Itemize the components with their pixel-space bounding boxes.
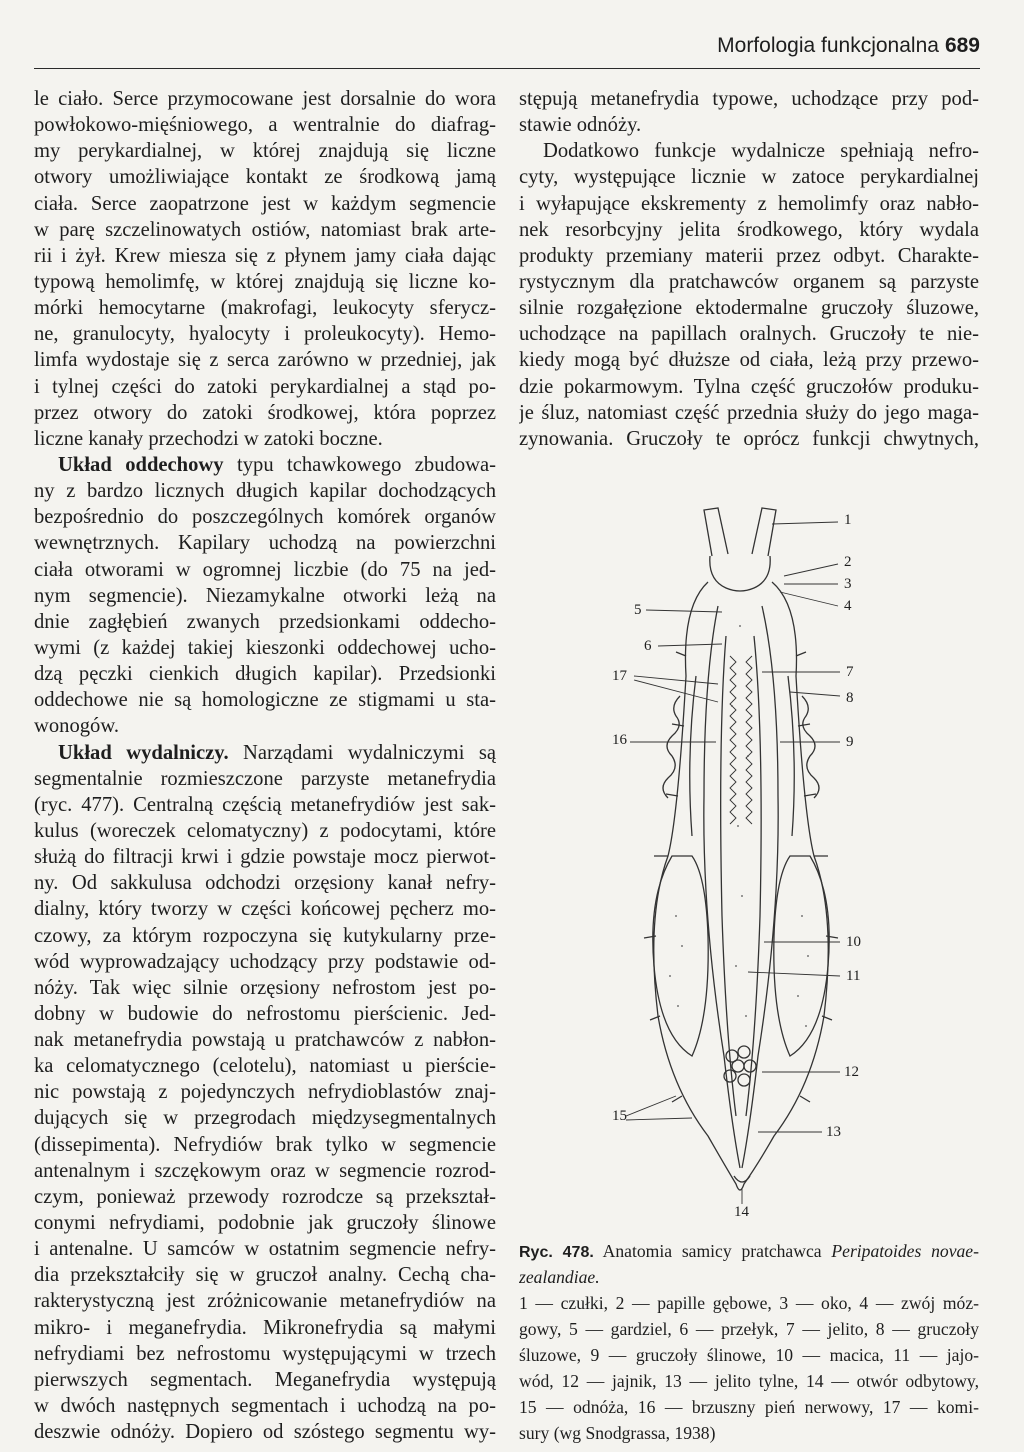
caption-title-line [519,1238,979,1264]
text-line: ciała. Serce zaopatrzone jest w każdym segmencie [34,192,496,215]
figure-label: 11 [846,968,861,984]
text-line: typową hemolimfę, w której znajdują się liczne ko- [34,270,496,293]
text-line: segmentalnie rozmieszczone parzyste metanefrydia [34,767,496,790]
text-line: (ryc. 477). Centralną częścią metanefrydiów jest sak- [34,793,496,816]
text-line: nic powstają z pojedynczych nefrydioblastów znaj- [34,1081,496,1104]
text-line: stawie odnóży. [519,114,642,137]
section-title: Morfologia funkcjonalna [717,34,939,57]
caption-label: Ryc. 478. [519,1244,594,1261]
text-line-rest: typu tchawkowego zbudowa- [237,453,496,476]
text-line: wymi (z każdej takiej kieszonki oddechowej ucho- [34,636,496,659]
figure-label: 1 [844,512,852,528]
text-line: je śluz, natomiast część przednia służy do jego maga- [519,401,979,424]
heading-respiratory: Układ oddechowy [58,453,224,476]
anatomy-figure [612,496,892,1226]
right-column [519,86,979,452]
text-line [34,452,496,478]
text-line: nek resorbcyjny jelita środkowego, który wydala [519,218,979,241]
text-line: powłokowo-mięśniowego, a wentralnie do diafrag- [34,114,496,137]
text-line: nefrydiami bez nefrostomu występującymi w trzech [34,1342,496,1365]
running-header [680,34,980,58]
figure-label: 10 [846,934,861,950]
text-line: nóży. Tak więc silnie orzęsiony nefrostom jest po- [34,976,496,999]
figure-label: 17 [612,668,627,684]
text-line: ne, granulocyty, hyalocyty i proleukocyty). Hemo- [34,323,496,346]
text-line: i antenalne. U samców w ostatnim segmencie nefry- [34,1238,496,1261]
page-number: 689 [944,34,980,57]
text-line: deszwie odnóży. Dopiero od szóstego segmentu wy- [34,1421,496,1444]
text-line: mórki hemocytarne (makrofagi, leukocyty sferycz- [34,297,496,320]
text-line: zynowania. Gruczoły te oprócz funkcji chwytnych, [519,427,979,450]
text-line: służą do filtracji krwi i gdzie powstaje mocz pierwot- [34,846,496,869]
caption-species-end: zealandiae. [519,1267,600,1287]
text-line: przez otwory do zatoki środkowej, która poprzez [34,401,496,424]
figure-label: 6 [644,638,652,654]
text-line: kiedy mogą być dłuższe od ciała, leżą przy przewo- [519,349,979,372]
text-line-rest: Narządami wydalniczymi są [243,741,496,764]
left-column [34,86,496,1445]
figure-label: 3 [844,576,852,592]
text-line: wewnętrznych. Kapilary uchodzą na powierzchni [34,532,496,555]
text-line: w dwóch następnych segmentach i uchodzą na po- [34,1395,496,1418]
text-line: le ciało. Serce przymocowane jest dorsalnie do wora [34,88,496,110]
caption-line: śluzowe, 9 — gruczoły ślinowe, 10 — macica, 11 — jajo- [519,1345,979,1365]
text-line: ciała otworami w ogromnej liczbie (do 75 na jed- [34,558,496,581]
caption-title: Anatomia samicy pratchawca [602,1241,822,1261]
text-line: antenalnym i szczękowym oraz w segmencie rozrod- [34,1159,496,1182]
text-line: bezpośrednio do poszczególnych komórek organów [34,506,496,529]
text-line: i wyłapujące ekskrementy z hemolimfy oraz nabło- [519,192,979,215]
text-line: rii i żył. Krew miesza się z płynem jamy ciała dając [34,244,496,267]
text-line: wonogów. [34,715,120,738]
caption-line: gowy, 5 — gardziel, 6 — przełyk, 7 — jelito, 8 — gruczoły [519,1319,979,1339]
caption-species: Peripatoides novae- [831,1241,979,1261]
text-line: mikro- i meganefrydia. Mikronefrydia są małymi [34,1316,496,1339]
text-line: (dissepimenta). Nefrydiów brak tylko w segmencie [34,1133,496,1156]
figure-label: 5 [634,602,642,618]
caption-line: wód, 12 — jajnik, 13 — jelito tylne, 14 — otwór odbytowy, [519,1371,979,1391]
heading-excretory: Układ wydalniczy. [58,741,229,764]
text-line: Dodatkowo funkcje wydalnicze spełniają nefro- [543,140,979,163]
figure-label: 4 [844,598,852,614]
text-line: dzą pęczki cienkich długich kapilar). Przedsionki [34,663,496,686]
text-line: rystycznym dla pratchawców organem są parzyste [519,270,979,293]
text-line: dnie zagłębień zwanych przedsionkami oddecho- [34,610,496,633]
figure-label: 2 [844,554,852,570]
text-line: w parę szczelinowatych ostiów, natomiast brak arte- [34,218,496,241]
text-line: czowy, za którym rozpoczyna się kutykularny prze- [34,924,496,947]
figure-label: 16 [612,732,627,748]
text-line: conymi nefrydiami, podobnie jak gruczoły ślinowe [34,1212,496,1235]
text-line: ny z bardzo licznych długich kapilar dochodzących [34,480,496,503]
text-line: kulus (woreczek celomatyczny) z podocytami, które [34,819,496,842]
text-line: dujących się w przegrodach międzysegmentalnych [34,1107,496,1130]
figure-label: 8 [846,690,854,706]
text-line: rakterystyczną jest zróżnicowanie metanefrydiów na [34,1290,496,1313]
text-line: silnie rozgałęzione ektodermalne gruczoły śluzowe, [519,297,979,320]
caption-line: 1 — czułki, 2 — papille gębowe, 3 — oko, 4 — zwój móz- [519,1293,979,1313]
text-line [34,740,496,766]
text-line: pierwszych segmentach. Meganefrydia występują [34,1368,496,1391]
text-line: uchodzące na papillach oralnych. Gruczoły te nie- [519,323,979,346]
figure-label: 7 [846,664,854,680]
text-line: cyty, występujące licznie w zatoce perykardialnej [519,166,979,189]
text-line: ny. Od sakkulusa odchodzi orzęsiony kanał nefry- [34,872,496,895]
text-line: my perykardialnej, w której znajdują się liczne [34,140,496,163]
caption-line: sury (wg Snodgrassa, 1938) [519,1423,716,1443]
figure-label: 9 [846,734,854,750]
text-line: otwory umożliwiające kontakt ze środkową jamą [34,166,496,189]
text-line: dobny w budowie do nefrostomu pierścienic. Jed- [34,1002,496,1025]
figure-caption [519,1238,979,1446]
text-line: oddechowe nie są homologiczne ze stigmami u sta- [34,689,496,712]
text-line: dia przekształciły się w gruczoł analny. Cechą cha- [34,1264,496,1287]
text-line: nak metanefrydia powstają u pratchawców z nabłon- [34,1029,496,1052]
text-line: ka celomatycznego (celotelu), natomiast u pierście- [34,1055,496,1078]
text-line: i tylnej części do zatoki perykardialnej a stąd po- [34,375,496,398]
text-line: produkty przemiany materii przez odbyt. Charakte- [519,244,979,267]
figure-label: 12 [844,1064,859,1080]
text-line: dzie pokarmowym. Tylna część gruczołów produku- [519,375,979,398]
text-line: nym segmencie). Niezamykalne otworki leżą na [34,584,496,607]
text-line: liczne kanały przechodzi w zatoki boczne. [34,427,383,450]
figure-label: 14 [734,1204,749,1220]
text-line: stępują metanefrydia typowe, uchodzące przy pod- [519,88,979,110]
figure-label: 13 [826,1124,841,1140]
text-line: wód wyprowadzający uchodzący przy podstawie od- [34,950,496,973]
header-rule [34,68,980,69]
text-line: czym, ponieważ przewody rozrodcze są przekształ- [34,1185,496,1208]
text-line: limfa wydostaje się z serca zarówno w przedniej, jak [34,349,496,372]
text-line: dialny, który tworzy w części końcowej pęcherz mo- [34,898,496,921]
caption-line: 15 — odnóża, 16 — brzuszny pień nerwowy, 17 — komi- [519,1397,979,1417]
figure-label: 15 [612,1108,627,1124]
